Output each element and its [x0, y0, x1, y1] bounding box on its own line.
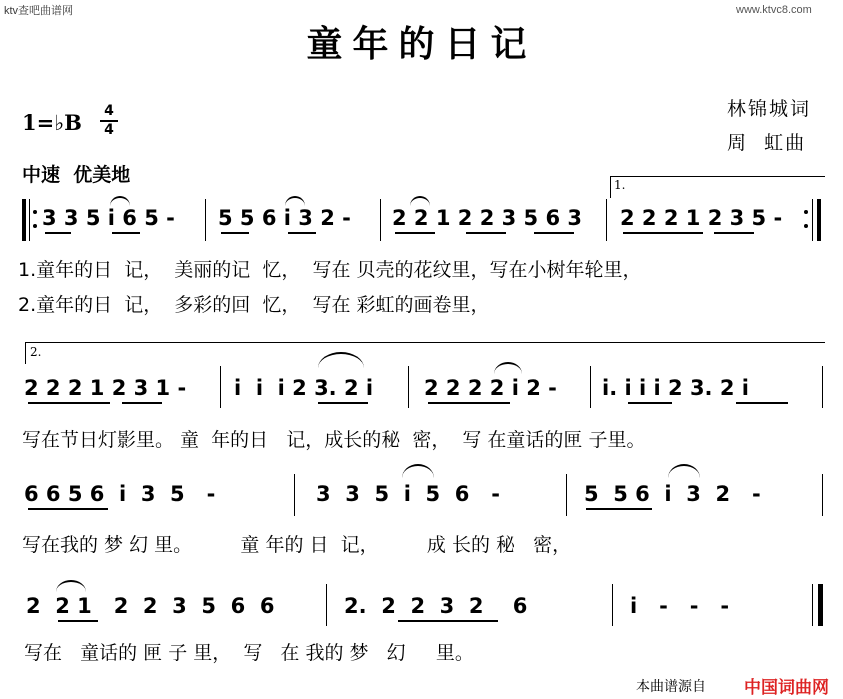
underline — [714, 232, 754, 234]
volta-2-bracket-top — [25, 342, 825, 343]
barline — [822, 366, 823, 408]
underline — [221, 232, 249, 234]
end-repeat-thick — [817, 199, 821, 241]
time-signature-top: 4 — [104, 103, 114, 119]
volta-1-label: 1. — [614, 178, 626, 192]
measure-3: 2 2 1 2 2 3 5 6 3 — [392, 206, 582, 230]
barline — [822, 474, 823, 516]
barline — [408, 366, 409, 408]
tempo-marking: 中速 优美地 — [22, 164, 131, 186]
barline — [380, 199, 381, 241]
underline — [58, 620, 98, 622]
lyric-line-2: 写在节日灯影里。 童 年的日 记，成长的秘 密， 写 在童话的匣 子里。 — [22, 429, 646, 451]
slur — [494, 362, 522, 374]
repeat-dot — [804, 224, 808, 228]
volta-2-label: 2. — [30, 345, 42, 359]
volta-2-bracket-left — [25, 342, 26, 364]
barline — [220, 366, 221, 408]
slur — [285, 196, 305, 206]
measure-13: 2. 2 2 3 2 6 — [344, 594, 528, 618]
measure-5: 2 2 2 1 2 3 1 - — [24, 376, 187, 400]
measure-10: 3 3 5 i 5 6 - — [316, 482, 501, 506]
barline — [566, 474, 567, 516]
underline — [288, 232, 316, 234]
footer-site-logo[interactable]: 中国词曲网 — [744, 678, 829, 698]
lyric-line-3: 写在我的 梦 幻 里。 童 年的 日 记， 成 长的 秘 密， — [22, 534, 572, 556]
underline — [28, 402, 110, 404]
underline — [112, 232, 140, 234]
underline — [395, 232, 435, 234]
measure-11: 5 5 6 i 3 2 - — [584, 482, 761, 506]
slur — [410, 196, 430, 206]
final-barline-thin — [812, 584, 813, 626]
underline — [736, 402, 788, 404]
underline — [318, 402, 368, 404]
slur — [402, 464, 434, 478]
composer-credit: 周 虹曲 — [727, 132, 807, 154]
watermark-left: ktv查吧曲谱网 — [4, 5, 74, 17]
underline — [428, 402, 510, 404]
measure-9: 6 6 5 6 i 3 5 - — [24, 482, 216, 506]
barline — [205, 199, 206, 241]
barline — [326, 584, 327, 626]
repeat-dot — [804, 210, 808, 214]
measure-8: i. i i i 2 3. 2 i — [602, 376, 749, 400]
underline — [586, 508, 652, 510]
footer-source-text: 本曲谱源自 — [636, 679, 706, 695]
lyric-verse-1: 1.童年的日 记， 美丽的记 忆， 写在 贝壳的花纹里，写在小树年轮里， — [18, 259, 642, 281]
repeat-dot — [33, 224, 37, 228]
slur — [56, 580, 86, 592]
time-signature-bottom: 4 — [104, 122, 114, 138]
start-repeat-thick — [22, 199, 26, 241]
measure-12: 2 2 1 2 2 3 5 6 6 — [26, 594, 275, 618]
key-signature: 1=♭B — [22, 110, 82, 135]
barline — [606, 199, 607, 241]
slur — [668, 464, 700, 478]
slur — [110, 196, 130, 206]
measure-2: 5 5 6 i 3 2 - — [218, 206, 351, 230]
repeat-dot — [33, 210, 37, 214]
song-title: 童年的日记 — [306, 24, 537, 65]
underline — [534, 232, 574, 234]
barline — [590, 366, 591, 408]
underline — [466, 232, 506, 234]
watermark-right: www.ktvc8.com — [736, 4, 812, 16]
start-repeat-thin — [29, 199, 30, 241]
measure-14: i - - - — [630, 594, 730, 618]
underline — [398, 620, 498, 622]
time-signature — [100, 104, 118, 138]
final-barline-thick — [818, 584, 823, 626]
underline — [628, 402, 672, 404]
underline — [45, 232, 71, 234]
measure-6: i i i 2 3. 2 i — [234, 376, 374, 400]
barline — [612, 584, 613, 626]
underline — [623, 232, 703, 234]
volta-1-bracket-left — [610, 176, 611, 198]
volta-1-bracket-top — [610, 176, 825, 177]
lyricist-credit: 林锦城词 — [727, 98, 812, 120]
lyric-verse-2: 2.童年的日 记， 多彩的回 忆， 写在 彩虹的画卷里， — [18, 294, 490, 316]
underline — [28, 508, 108, 510]
end-repeat-thin — [812, 199, 813, 241]
measure-4: 2 2 2 1 2 3 5 - — [620, 206, 783, 230]
barline — [294, 474, 295, 516]
measure-1: 3 3 5 i 6 5 - — [42, 206, 175, 230]
measure-7: 2 2 2 2 i 2 - — [424, 376, 557, 400]
slur — [318, 352, 364, 368]
underline — [122, 402, 162, 404]
lyric-line-4: 写在 童话的 匣 子 里， 写 在 我的 梦 幻 里。 — [24, 642, 474, 664]
